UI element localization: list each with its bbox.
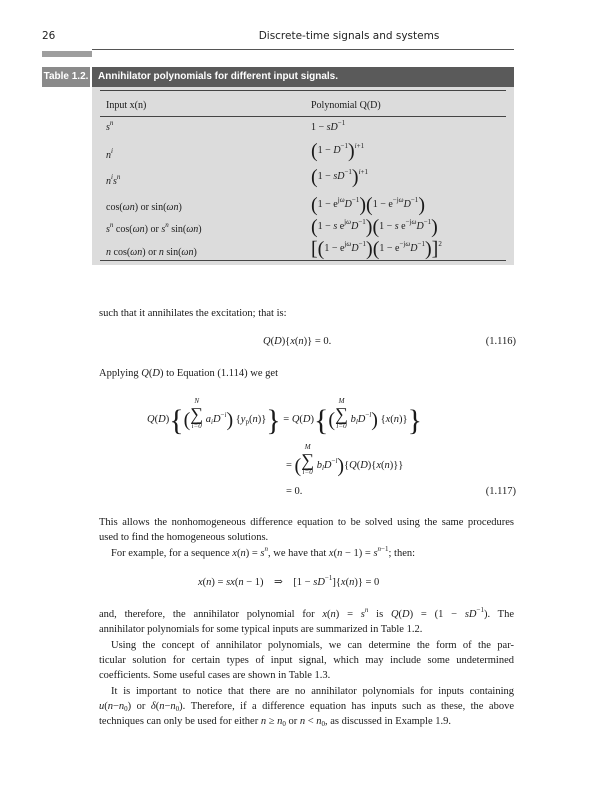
table-row-input: $s^n$ cos(ωn) or $s^n$ sin(ωn) bbox=[106, 221, 202, 235]
paragraph-6-line-3: coefficients. Some useful cases are shown in Table 1.3. bbox=[99, 670, 331, 681]
table-top-rule bbox=[100, 90, 506, 91]
column-header-polynomial: Polynomial Q(D) bbox=[311, 100, 381, 111]
equation-1-117-line-2: = ( M ∑ l=0 $b_lD^{-l})\{Q(D)\{x(n)\}\}$ bbox=[286, 443, 404, 477]
paragraph-2: Applying Q(D) to Equation (1.114) we get bbox=[99, 368, 278, 379]
page-number: 26 bbox=[42, 30, 56, 42]
table-row-input: $s^n$ bbox=[106, 119, 114, 133]
equation-number-1-116: (1.116) bbox=[485, 336, 516, 347]
paragraph-1: such that it annihilates the excitation; that is: bbox=[99, 308, 287, 319]
paragraph-7-line-1: It is important to notice that there are no annihilator polynomials for inputs containing bbox=[111, 686, 514, 697]
paragraph-6-line-2: ticular solution for certain types of input signal, which may include some undetermined bbox=[99, 655, 514, 666]
paragraph-3-line-1: This allows the nonhomogeneous difference equation to be solved using the same procedures bbox=[99, 517, 514, 528]
table-row-input: $n^i$ bbox=[106, 147, 113, 161]
paragraph-7-line-2: $u(n-n_0)$ or $\delta(n-n_0)$. Therefore, if a difference equation has inputs such as these, the above bbox=[99, 701, 514, 713]
table-row-polynomial: $(1 - D^{-1})^{i+1}$ bbox=[311, 140, 365, 162]
equation-number-1-117: (1.117) bbox=[485, 486, 516, 497]
table-row-input: $n^is^n$ bbox=[106, 173, 121, 187]
table-bottom-rule bbox=[100, 260, 506, 261]
equation-1-117-line-3: = 0. bbox=[286, 486, 303, 497]
table-label: Table 1.2. bbox=[42, 67, 90, 87]
table-row-polynomial: (1 − s $e^{j\omega}D^{-1})(1 - s$ $e^{-j\omega}D^{-1}$) bbox=[311, 216, 438, 238]
paragraph-7-line-3: techniques can only be used for either $n \ge n_0$ or $n < n_0$, as discussed in Example 1.9. bbox=[99, 716, 451, 728]
running-title: Discrete-time signals and systems bbox=[258, 30, 440, 42]
paragraph-5-line-1: and, therefore, the annihilator polynomial for $x(n) = s^n$ is $Q(D) = (1 - sD^{-1})$. The bbox=[99, 606, 514, 620]
table-title: Annihilator polynomials for different input signals. bbox=[92, 67, 514, 87]
paragraph-6-line-1: Using the concept of annihilator polynomials, we can determine the form of the par- bbox=[111, 640, 514, 651]
table-row-polynomial: $(1 - sD^{-1})^{i+1}$ bbox=[311, 166, 368, 188]
paragraph-5-line-2: annihilator polynomials for some typical inputs are summarized in Table 1.2. bbox=[99, 624, 423, 635]
table-caption bbox=[42, 67, 514, 87]
table-row-input: n cos(ωn) or n sin(ωn) bbox=[106, 247, 197, 258]
table-row-polynomial: $(1 - e^{j\omega}D^{-1})(1 - e^{-j\omega}D^{-1})$ bbox=[311, 194, 425, 216]
column-header-input: Input x(n) bbox=[106, 100, 147, 111]
header-accent-bar bbox=[42, 51, 92, 57]
running-head bbox=[42, 30, 514, 46]
table-body bbox=[92, 87, 514, 265]
table-head-rule bbox=[100, 116, 506, 117]
header-rule bbox=[92, 49, 514, 50]
paragraph-3-line-2: used to find the homogeneous solutions. bbox=[99, 532, 269, 543]
equation-example: x(n) = sx(n − 1) ⇒ $[1 - sD^{-1}]\{x(n)\} = 0$ bbox=[198, 574, 380, 588]
paragraph-4: For example, for a sequence $x(n) = s^n$, we have that $x(n - 1) = s^{n-1}$; then: bbox=[111, 545, 416, 559]
equation-1-117-line-1: Q(D){( N ∑ i=0 $a_iD^{-i}$) $\{y_p(n)\}\} = Q(D)${( M ∑ l=0 $b_lD^{-l}$) {x(n)}} bbox=[147, 397, 422, 437]
equation-1-116: Q(D){x(n)} = 0. bbox=[263, 336, 332, 347]
table-row-polynomial: $1 - sD^{-1}$ bbox=[311, 119, 346, 133]
table-row-polynomial: $[(1 - e^{j\omega}D^{-1})(1 - e^{-j\omega}D^{-1})]^2$ bbox=[311, 238, 442, 260]
table-row-input: cos(ωn) or sin(ωn) bbox=[106, 202, 182, 213]
